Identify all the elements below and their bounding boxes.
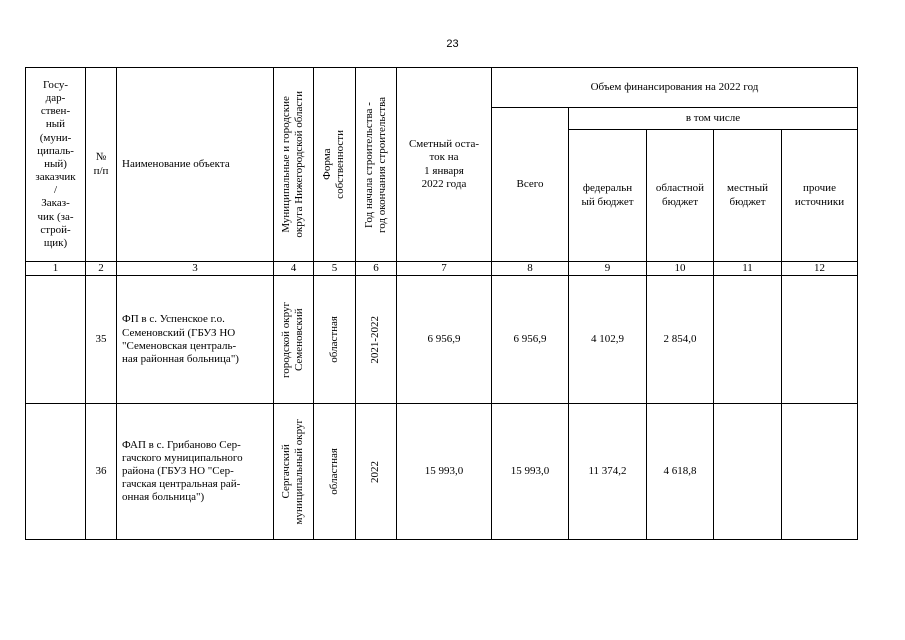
header-years: Год начала строительства - год окончания строительства: [356, 68, 397, 262]
header-ownership: Форма собственности: [314, 68, 356, 262]
cell-customer: [26, 276, 86, 404]
header-including: в том числе: [569, 108, 858, 130]
header-number: № п/п: [86, 68, 117, 262]
header-regional: областной бюджет: [647, 130, 714, 262]
header-estimate: Сметный оста- ток на 1 января 2022 года: [397, 68, 492, 262]
cell-federal: 11 374,2: [569, 404, 647, 540]
column-number: 10: [647, 262, 714, 276]
cell-district: городской округ Семеновский: [274, 276, 314, 404]
column-number: 2: [86, 262, 117, 276]
cell-object-name: ФП в с. Успенское г.о. Семеновский (ГБУЗ НО "Семеновская централь- ная районная больница"): [117, 276, 274, 404]
cell-regional: 4 618,8: [647, 404, 714, 540]
table-row: [26, 404, 858, 540]
table-row: [26, 276, 858, 404]
column-number: 3: [117, 262, 274, 276]
cell-local: [714, 276, 782, 404]
column-number: 7: [397, 262, 492, 276]
cell-district: Сергачский муниципальный округ: [274, 404, 314, 540]
column-number: 9: [569, 262, 647, 276]
financing-table: [25, 67, 858, 540]
cell-federal: 4 102,9: [569, 276, 647, 404]
cell-estimate: 6 956,9: [397, 276, 492, 404]
column-number: 6: [356, 262, 397, 276]
cell-other: [782, 404, 858, 540]
column-number: 11: [714, 262, 782, 276]
cell-regional: 2 854,0: [647, 276, 714, 404]
header-customer: Госу- дар- ствен- ный (муни- ципаль- ный) заказчик / Заказ- чик (за- строй- щик): [26, 68, 86, 262]
cell-local: [714, 404, 782, 540]
column-number: 5: [314, 262, 356, 276]
cell-total: 15 993,0: [492, 404, 569, 540]
cell-ownership: областная: [314, 404, 356, 540]
column-number: 8: [492, 262, 569, 276]
column-number: 4: [274, 262, 314, 276]
header-object-name: Наименование объекта: [117, 68, 274, 262]
cell-object-name: ФАП в с. Грибаново Сер- гачского муниципального района (ГБУЗ НО "Сер- гачская центральная рай- онная больница"): [117, 404, 274, 540]
header-financing: Объем финансирования на 2022 год: [492, 68, 858, 108]
cell-years: 2021-2022: [356, 276, 397, 404]
cell-estimate: 15 993,0: [397, 404, 492, 540]
cell-other: [782, 276, 858, 404]
cell-customer: [26, 404, 86, 540]
header-district: Муниципальные и городские округа Нижегородской области: [274, 68, 314, 262]
header-local: местный бюджет: [714, 130, 782, 262]
cell-ownership: областная: [314, 276, 356, 404]
column-number: 12: [782, 262, 858, 276]
header-other: прочие источники: [782, 130, 858, 262]
cell-years: 2022: [356, 404, 397, 540]
header-federal: федеральн ый бюджет: [569, 130, 647, 262]
cell-total: 6 956,9: [492, 276, 569, 404]
cell-number: 35: [86, 276, 117, 404]
column-numbers-row: [26, 262, 858, 276]
column-number: 1: [26, 262, 86, 276]
header-total: Всего: [492, 108, 569, 262]
cell-number: 36: [86, 404, 117, 540]
page-number: 23: [446, 38, 459, 50]
